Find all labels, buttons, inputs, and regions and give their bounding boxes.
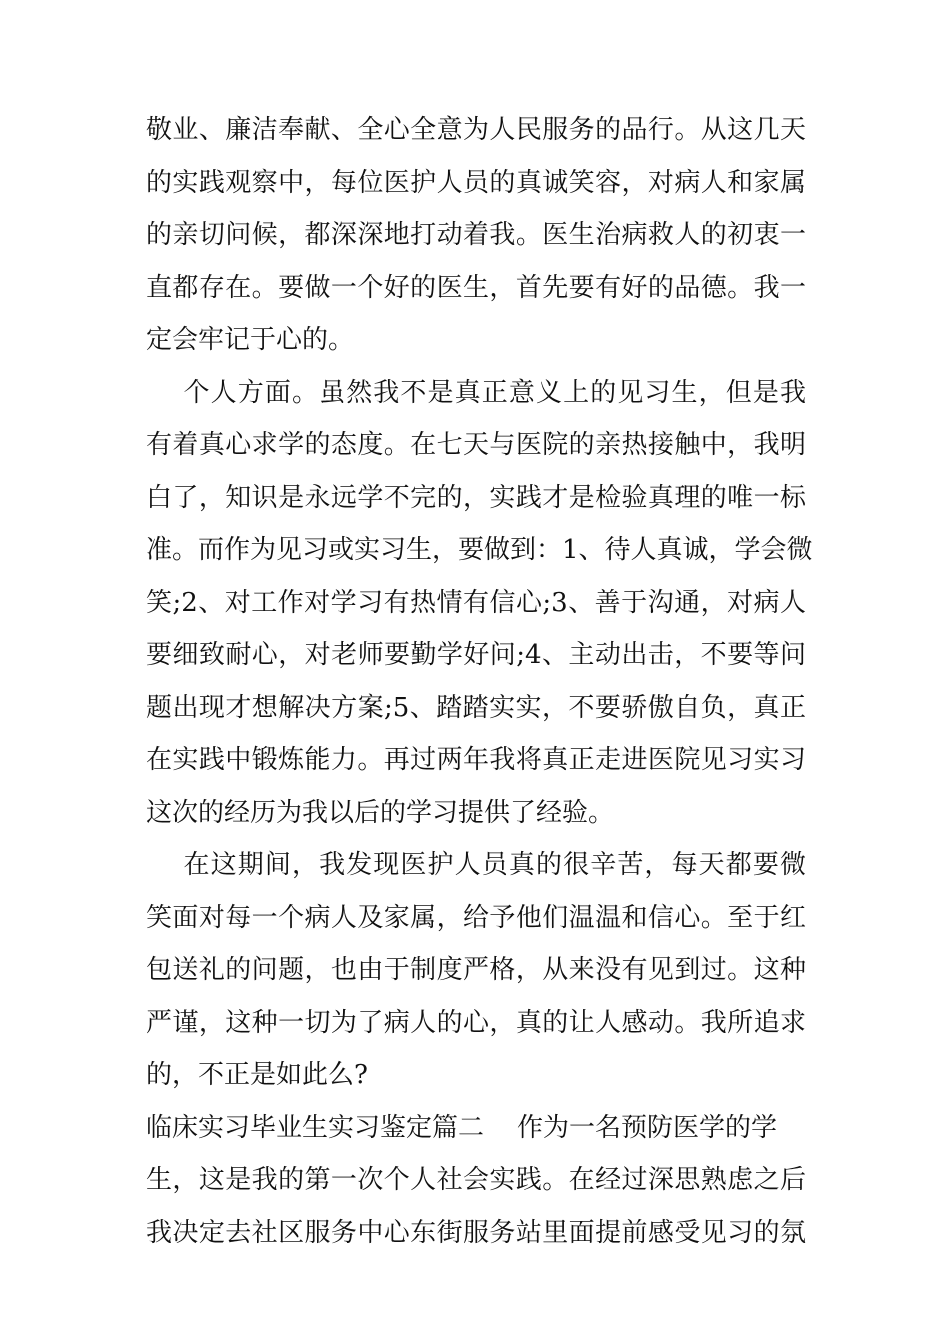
text-line: 包送礼的问题，也由于制度严格，从来没有见到过。这种 bbox=[146, 955, 806, 985]
text-line: 严谨，这种一切为了病人的心，真的让人感动。我所追求 bbox=[146, 1007, 806, 1038]
document-page bbox=[146, 104, 813, 1259]
text-line: 直都存在。要做一个好的医生，首先要有好的品德。我一 bbox=[146, 272, 806, 303]
text-line: 题出现才想解决方案;5、踏踏实实，不要骄傲自负，真正 bbox=[146, 692, 806, 723]
text-line: 有着真心求学的态度。在七天与医院的亲热接触中，我明 bbox=[146, 430, 806, 460]
text-line: 在这期间，我发现医护人员真的很辛苦，每天都要微 bbox=[146, 850, 806, 880]
text-line: 笑;2、对工作对学习有热情有信心;3、善于沟通，对病人 bbox=[146, 587, 806, 618]
text-line: 白了，知识是永远学不完的，实践才是检验真理的唯一标 bbox=[146, 482, 806, 513]
text-line: 笑面对每一个病人及家属，给予他们温温和信心。至于红 bbox=[146, 902, 806, 933]
text-line: 的亲切问候，都深深地打动着我。医生治病救人的初衷一 bbox=[146, 220, 806, 250]
text-line: 个人方面。虽然我不是真正意义上的见习生，但是我 bbox=[146, 377, 806, 408]
section-heading-line: 临床实习毕业生实习鉴定篇二 作为一名预防医学的学 bbox=[146, 1112, 778, 1143]
text-line: 在实践中锻炼能力。再过两年我将真正走进医院见习实习 bbox=[146, 745, 806, 775]
text-line: 的实践观察中，每位医护人员的真诚笑容，对病人和家属 bbox=[146, 167, 806, 198]
text-line: 要细致耐心，对老师要勤学好问;4、主动出击，不要等问 bbox=[146, 640, 806, 670]
text-line: 定会牢记于心的。 bbox=[146, 325, 355, 355]
text-line: 准。而作为见习或实习生，要做到：1、待人真诚，学会微 bbox=[146, 535, 813, 565]
text-line: 这次的经历为我以后的学习提供了经验。 bbox=[146, 797, 615, 828]
text-line: 敬业、廉洁奉献、全心全意为人民服务的品行。从这几天 bbox=[146, 115, 806, 145]
text-line: 生，这是我的第一次个人社会实践。在经过深思熟虑之后 bbox=[146, 1165, 806, 1195]
text-line: 我决定去社区服务中心东街服务站里面提前感受见习的氛 bbox=[146, 1217, 806, 1248]
text-line: 的，不正是如此么? bbox=[146, 1060, 368, 1090]
